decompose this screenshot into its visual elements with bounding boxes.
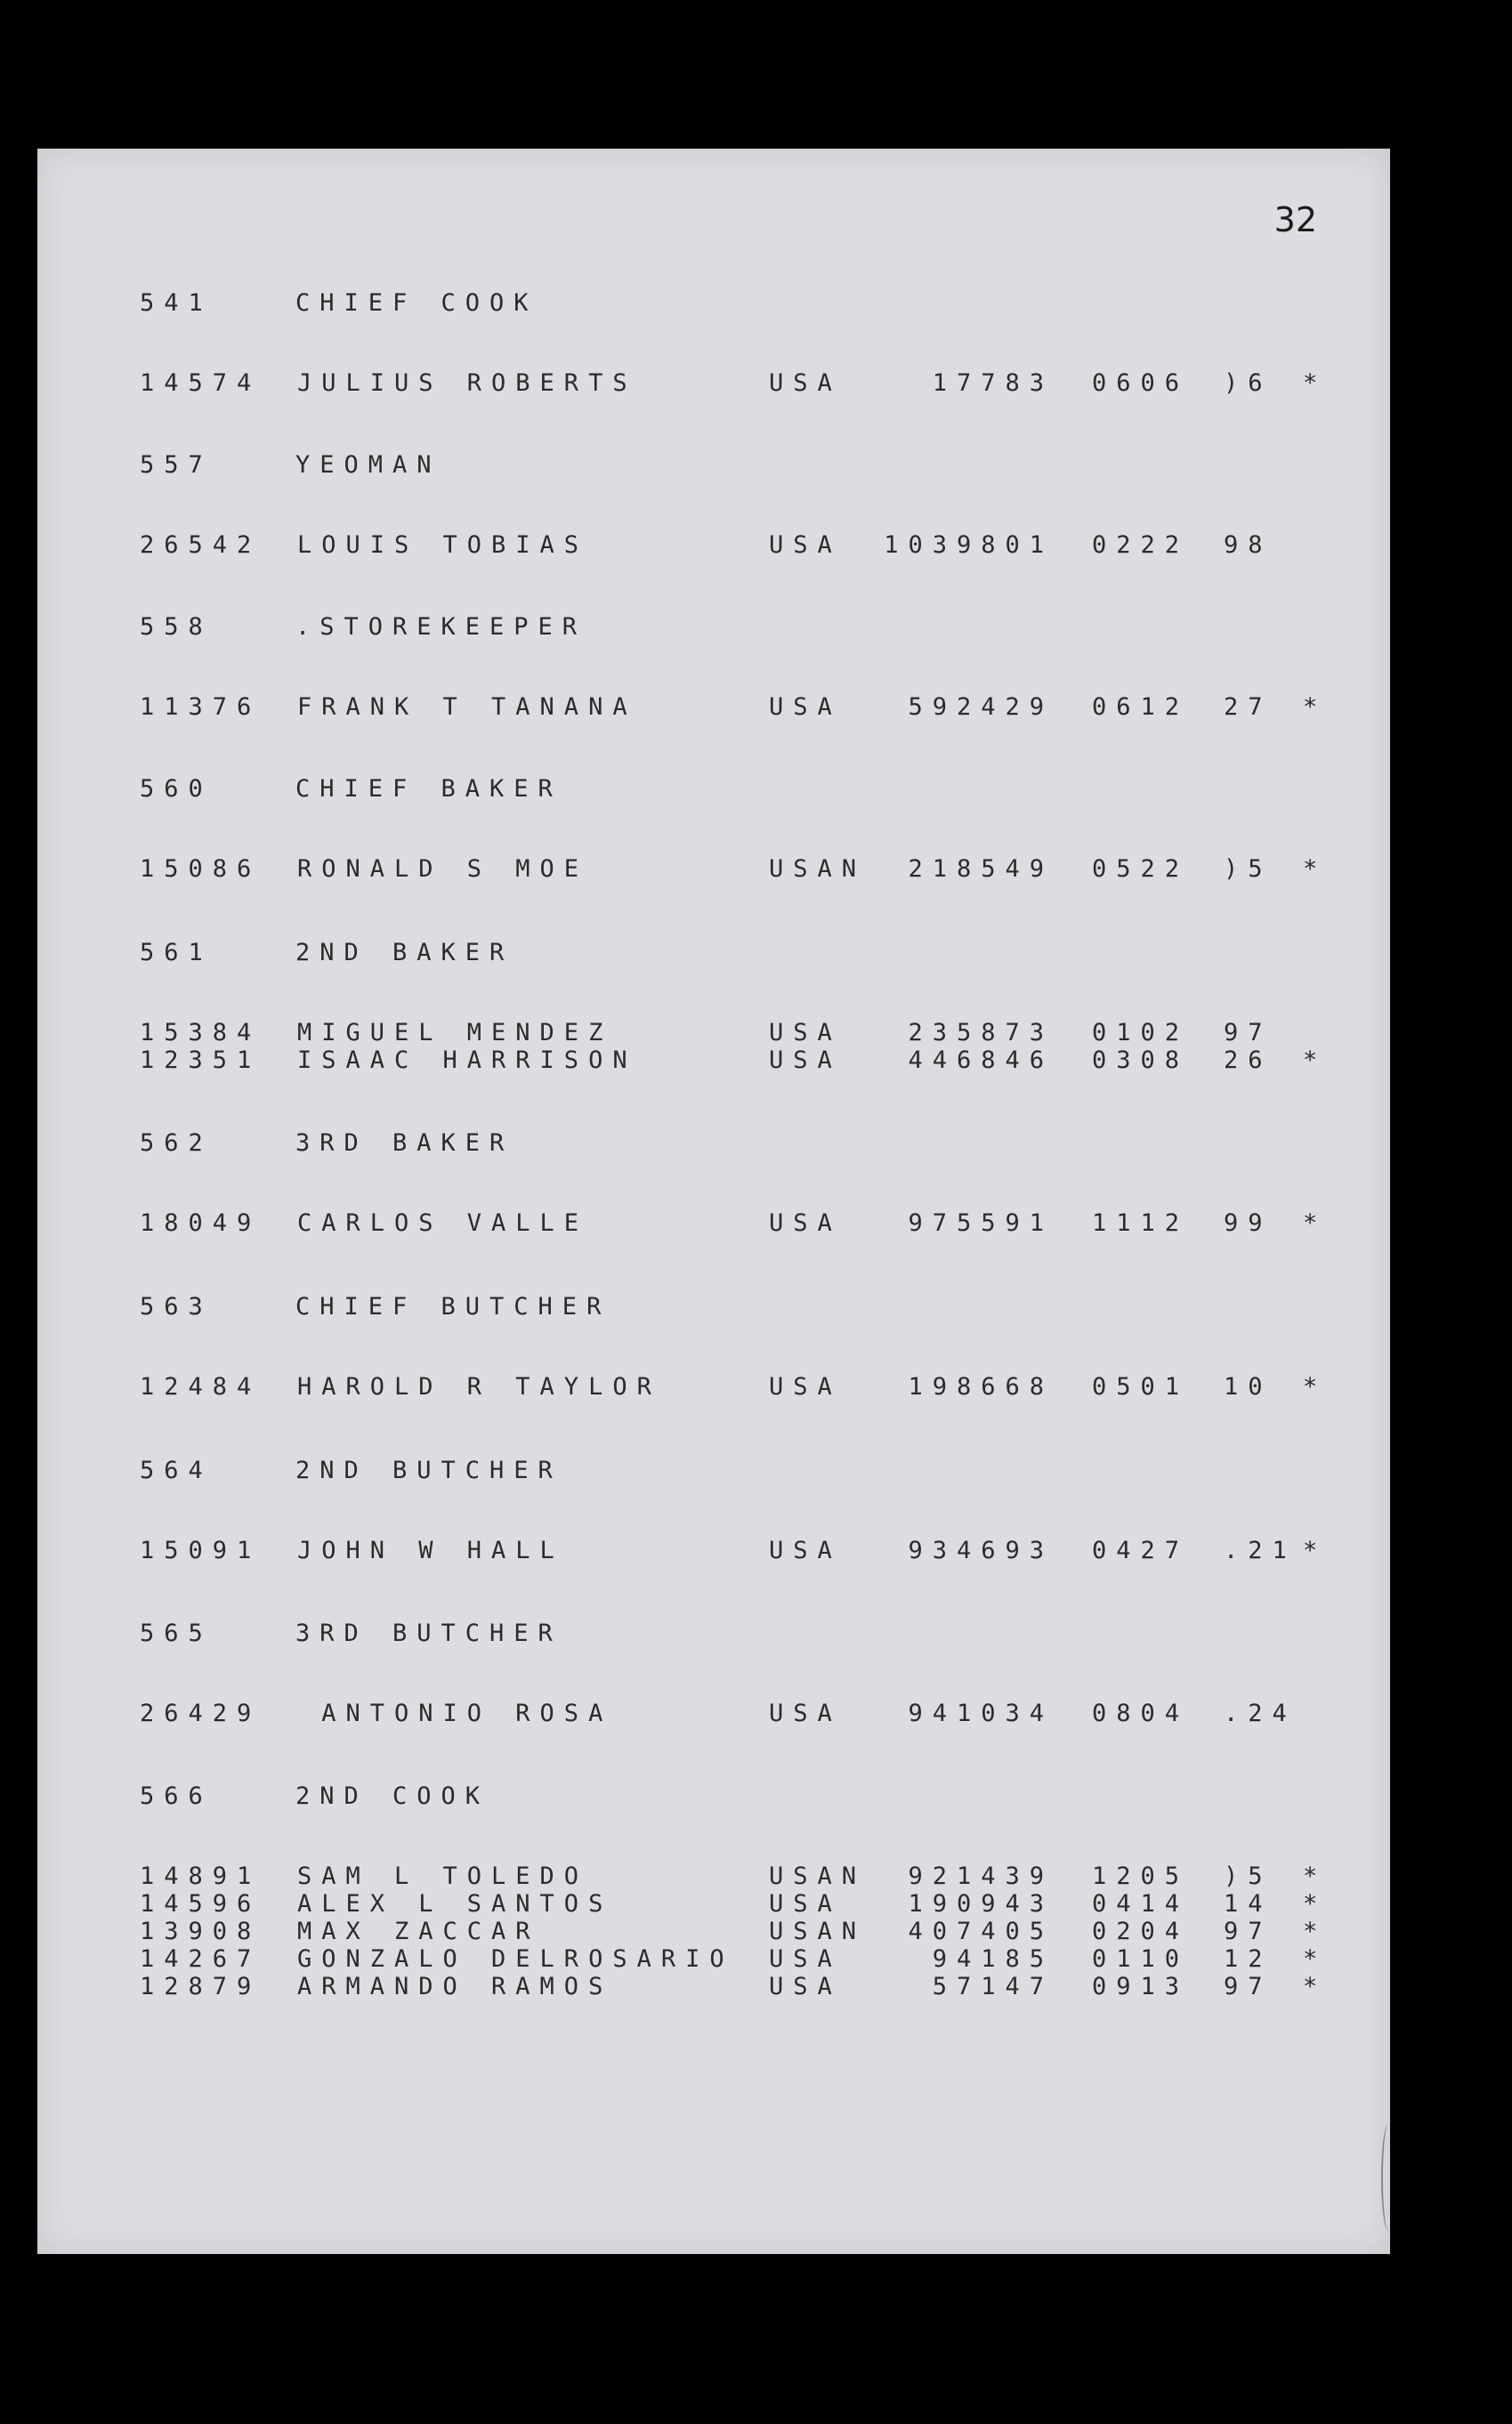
- rating-title: 2ND BAKER: [295, 939, 514, 966]
- crew-book-number: 921439: [908, 1862, 1054, 1890]
- crew-age: 97: [1224, 1019, 1273, 1046]
- crew-nationality: USAN: [769, 1918, 867, 1945]
- crew-row: [37, 531, 1390, 560]
- crew-age: 10: [1224, 1373, 1273, 1401]
- crew-book-number: 57147: [932, 1973, 1054, 2000]
- crew-asterisk-mark: *: [1303, 1209, 1318, 1237]
- rating-title: CHIEF BUTCHER: [295, 1293, 611, 1321]
- crew-row: [37, 693, 1390, 722]
- rating-header: [37, 1620, 1390, 1648]
- rating-header: [37, 1293, 1390, 1321]
- crew-date-code: 0110: [1092, 1945, 1190, 1973]
- crew-book-number: 446846: [908, 1046, 1054, 1074]
- crew-date-code: 0222: [1092, 531, 1190, 559]
- crew-age: )5: [1224, 1862, 1273, 1890]
- crew-date-code: 1112: [1092, 1209, 1190, 1237]
- crew-row: [37, 1046, 1390, 1075]
- crew-book-number: 941034: [908, 1700, 1054, 1727]
- rating-title: CHIEF COOK: [295, 289, 538, 317]
- rating-header: [37, 775, 1390, 804]
- rating-header: [37, 1782, 1390, 1811]
- crew-id: 18049: [140, 1209, 262, 1237]
- crew-date-code: 0501: [1092, 1373, 1190, 1401]
- crew-date-code: 0522: [1092, 855, 1190, 883]
- crew-nationality: USA: [769, 1973, 842, 2000]
- crew-book-number: 235873: [908, 1019, 1054, 1046]
- crew-nationality: USA: [769, 1945, 842, 1973]
- rating-title: 2ND BUTCHER: [295, 1457, 562, 1484]
- crew-id: 12351: [140, 1046, 262, 1074]
- crew-date-code: 1205: [1092, 1862, 1190, 1890]
- crew-row: [37, 1973, 1390, 2001]
- crew-asterisk-mark: *: [1303, 693, 1318, 721]
- crew-date-code: 0427: [1092, 1537, 1190, 1564]
- crew-asterisk-mark: *: [1303, 1945, 1318, 1973]
- crew-date-code: 0612: [1092, 693, 1190, 721]
- crew-book-number: 1039801: [884, 531, 1054, 559]
- crew-age: .24: [1224, 1700, 1297, 1727]
- crew-name: ANTONIO ROSA: [297, 1700, 613, 1727]
- crew-date-code: 0414: [1092, 1890, 1190, 1918]
- crew-name: ARMANDO RAMOS: [297, 1973, 613, 2000]
- crew-nationality: USA: [769, 1019, 842, 1046]
- crew-row: [37, 1209, 1390, 1238]
- crew-age: 99: [1224, 1209, 1273, 1237]
- document-page: [37, 149, 1390, 2254]
- crew-book-number: 218549: [908, 855, 1054, 883]
- crew-age: 98: [1224, 531, 1273, 559]
- crew-nationality: USA: [769, 1209, 842, 1237]
- crew-nationality: USA: [769, 1890, 842, 1918]
- rating-number: 541: [140, 289, 213, 317]
- rating-number: 561: [140, 939, 213, 966]
- crew-name: HAROLD R TAYLOR: [297, 1373, 661, 1401]
- crew-age: )6: [1224, 369, 1273, 397]
- crew-date-code: 0913: [1092, 1973, 1190, 2000]
- crew-date-code: 0804: [1092, 1700, 1190, 1727]
- crew-book-number: 190943: [908, 1890, 1054, 1918]
- crew-row: [37, 1945, 1390, 1974]
- crew-book-number: 407405: [908, 1918, 1054, 1945]
- crew-name: JOHN W HALL: [297, 1537, 564, 1564]
- crew-row: [37, 1019, 1390, 1047]
- crew-row: [37, 1537, 1390, 1565]
- crew-name: ISAAC HARRISON: [297, 1046, 637, 1074]
- crew-age: 14: [1224, 1890, 1273, 1918]
- rating-header: [37, 451, 1390, 480]
- crew-name: SAM L TOLEDO: [297, 1862, 589, 1890]
- crew-age: 97: [1224, 1973, 1273, 2000]
- crew-age: .21: [1224, 1537, 1297, 1564]
- crew-asterisk-mark: *: [1303, 1373, 1318, 1401]
- crew-nationality: USAN: [769, 855, 867, 883]
- crew-id: 14596: [140, 1890, 262, 1918]
- page-edge-mark: [1381, 2124, 1395, 2231]
- crew-name: MIGUEL MENDEZ: [297, 1019, 613, 1046]
- crew-id: 14267: [140, 1945, 262, 1973]
- crew-id: 14574: [140, 369, 262, 397]
- rating-title: 3RD BAKER: [295, 1129, 514, 1157]
- crew-date-code: 0102: [1092, 1019, 1190, 1046]
- crew-list: [37, 149, 1390, 2254]
- rating-number: 557: [140, 451, 213, 479]
- crew-date-code: 0606: [1092, 369, 1190, 397]
- crew-age: 97: [1224, 1918, 1273, 1945]
- crew-asterisk-mark: *: [1303, 1862, 1318, 1890]
- crew-nationality: USAN: [769, 1862, 867, 1890]
- crew-id: 26429: [140, 1700, 262, 1727]
- crew-id: 12484: [140, 1373, 262, 1401]
- crew-row: [37, 1373, 1390, 1402]
- crew-asterisk-mark: *: [1303, 855, 1318, 883]
- rating-title: .STOREKEEPER: [295, 613, 587, 641]
- crew-row: [37, 1700, 1390, 1728]
- crew-nationality: USA: [769, 369, 842, 397]
- crew-date-code: 0204: [1092, 1918, 1190, 1945]
- rating-number: 565: [140, 1620, 213, 1647]
- crew-asterisk-mark: *: [1303, 369, 1318, 397]
- crew-row: [37, 1890, 1390, 1919]
- crew-id: 12879: [140, 1973, 262, 2000]
- crew-book-number: 17783: [932, 369, 1054, 397]
- crew-row: [37, 369, 1390, 398]
- crew-name: JULIUS ROBERTS: [297, 369, 637, 397]
- rating-title: CHIEF BAKER: [295, 775, 562, 803]
- crew-date-code: 0308: [1092, 1046, 1190, 1074]
- crew-nationality: USA: [769, 1700, 842, 1727]
- crew-row: [37, 855, 1390, 884]
- crew-id: 14891: [140, 1862, 262, 1890]
- crew-nationality: USA: [769, 1537, 842, 1564]
- crew-id: 26542: [140, 531, 262, 559]
- crew-asterisk-mark: *: [1303, 1890, 1318, 1918]
- rating-title: 3RD BUTCHER: [295, 1620, 562, 1647]
- crew-id: 11376: [140, 693, 262, 721]
- crew-nationality: USA: [769, 693, 842, 721]
- crew-asterisk-mark: *: [1303, 1918, 1318, 1945]
- rating-header: [37, 1457, 1390, 1485]
- crew-id: 15091: [140, 1537, 262, 1564]
- crew-id: 15384: [140, 1019, 262, 1046]
- crew-nationality: USA: [769, 1046, 842, 1074]
- rating-header: [37, 939, 1390, 967]
- crew-book-number: 975591: [908, 1209, 1054, 1237]
- crew-id: 15086: [140, 855, 262, 883]
- rating-title: 2ND COOK: [295, 1782, 490, 1810]
- crew-name: ALEX L SANTOS: [297, 1890, 613, 1918]
- crew-name: LOUIS TOBIAS: [297, 531, 589, 559]
- rating-number: 564: [140, 1457, 213, 1484]
- page-number: 32: [1273, 200, 1317, 239]
- crew-name: CARLOS VALLE: [297, 1209, 589, 1237]
- rating-header: [37, 1129, 1390, 1158]
- crew-asterisk-mark: *: [1303, 1537, 1318, 1564]
- crew-book-number: 592429: [908, 693, 1054, 721]
- rating-header: [37, 613, 1390, 642]
- crew-age: )5: [1224, 855, 1273, 883]
- crew-name: MAX ZACCAR: [297, 1918, 540, 1945]
- crew-row: [37, 1862, 1390, 1891]
- crew-id: 13908: [140, 1918, 262, 1945]
- rating-number: 560: [140, 775, 213, 803]
- rating-number: 563: [140, 1293, 213, 1321]
- crew-asterisk-mark: *: [1303, 1046, 1318, 1074]
- crew-book-number: 934693: [908, 1537, 1054, 1564]
- crew-nationality: USA: [769, 531, 842, 559]
- crew-name: RONALD S MOE: [297, 855, 589, 883]
- rating-number: 558: [140, 613, 213, 641]
- rating-title: YEOMAN: [295, 451, 441, 479]
- crew-age: 12: [1224, 1945, 1273, 1973]
- rating-header: [37, 289, 1390, 318]
- crew-age: 26: [1224, 1046, 1273, 1074]
- crew-book-number: 198668: [908, 1373, 1054, 1401]
- crew-row: [37, 1918, 1390, 1946]
- rating-number: 562: [140, 1129, 213, 1157]
- rating-number: 566: [140, 1782, 213, 1810]
- crew-book-number: 94185: [932, 1945, 1054, 1973]
- crew-age: 27: [1224, 693, 1273, 721]
- crew-name: FRANK T TANANA: [297, 693, 637, 721]
- crew-asterisk-mark: *: [1303, 1973, 1318, 2000]
- crew-nationality: USA: [769, 1373, 842, 1401]
- crew-name: GONZALO DELROSARIO: [297, 1945, 734, 1973]
